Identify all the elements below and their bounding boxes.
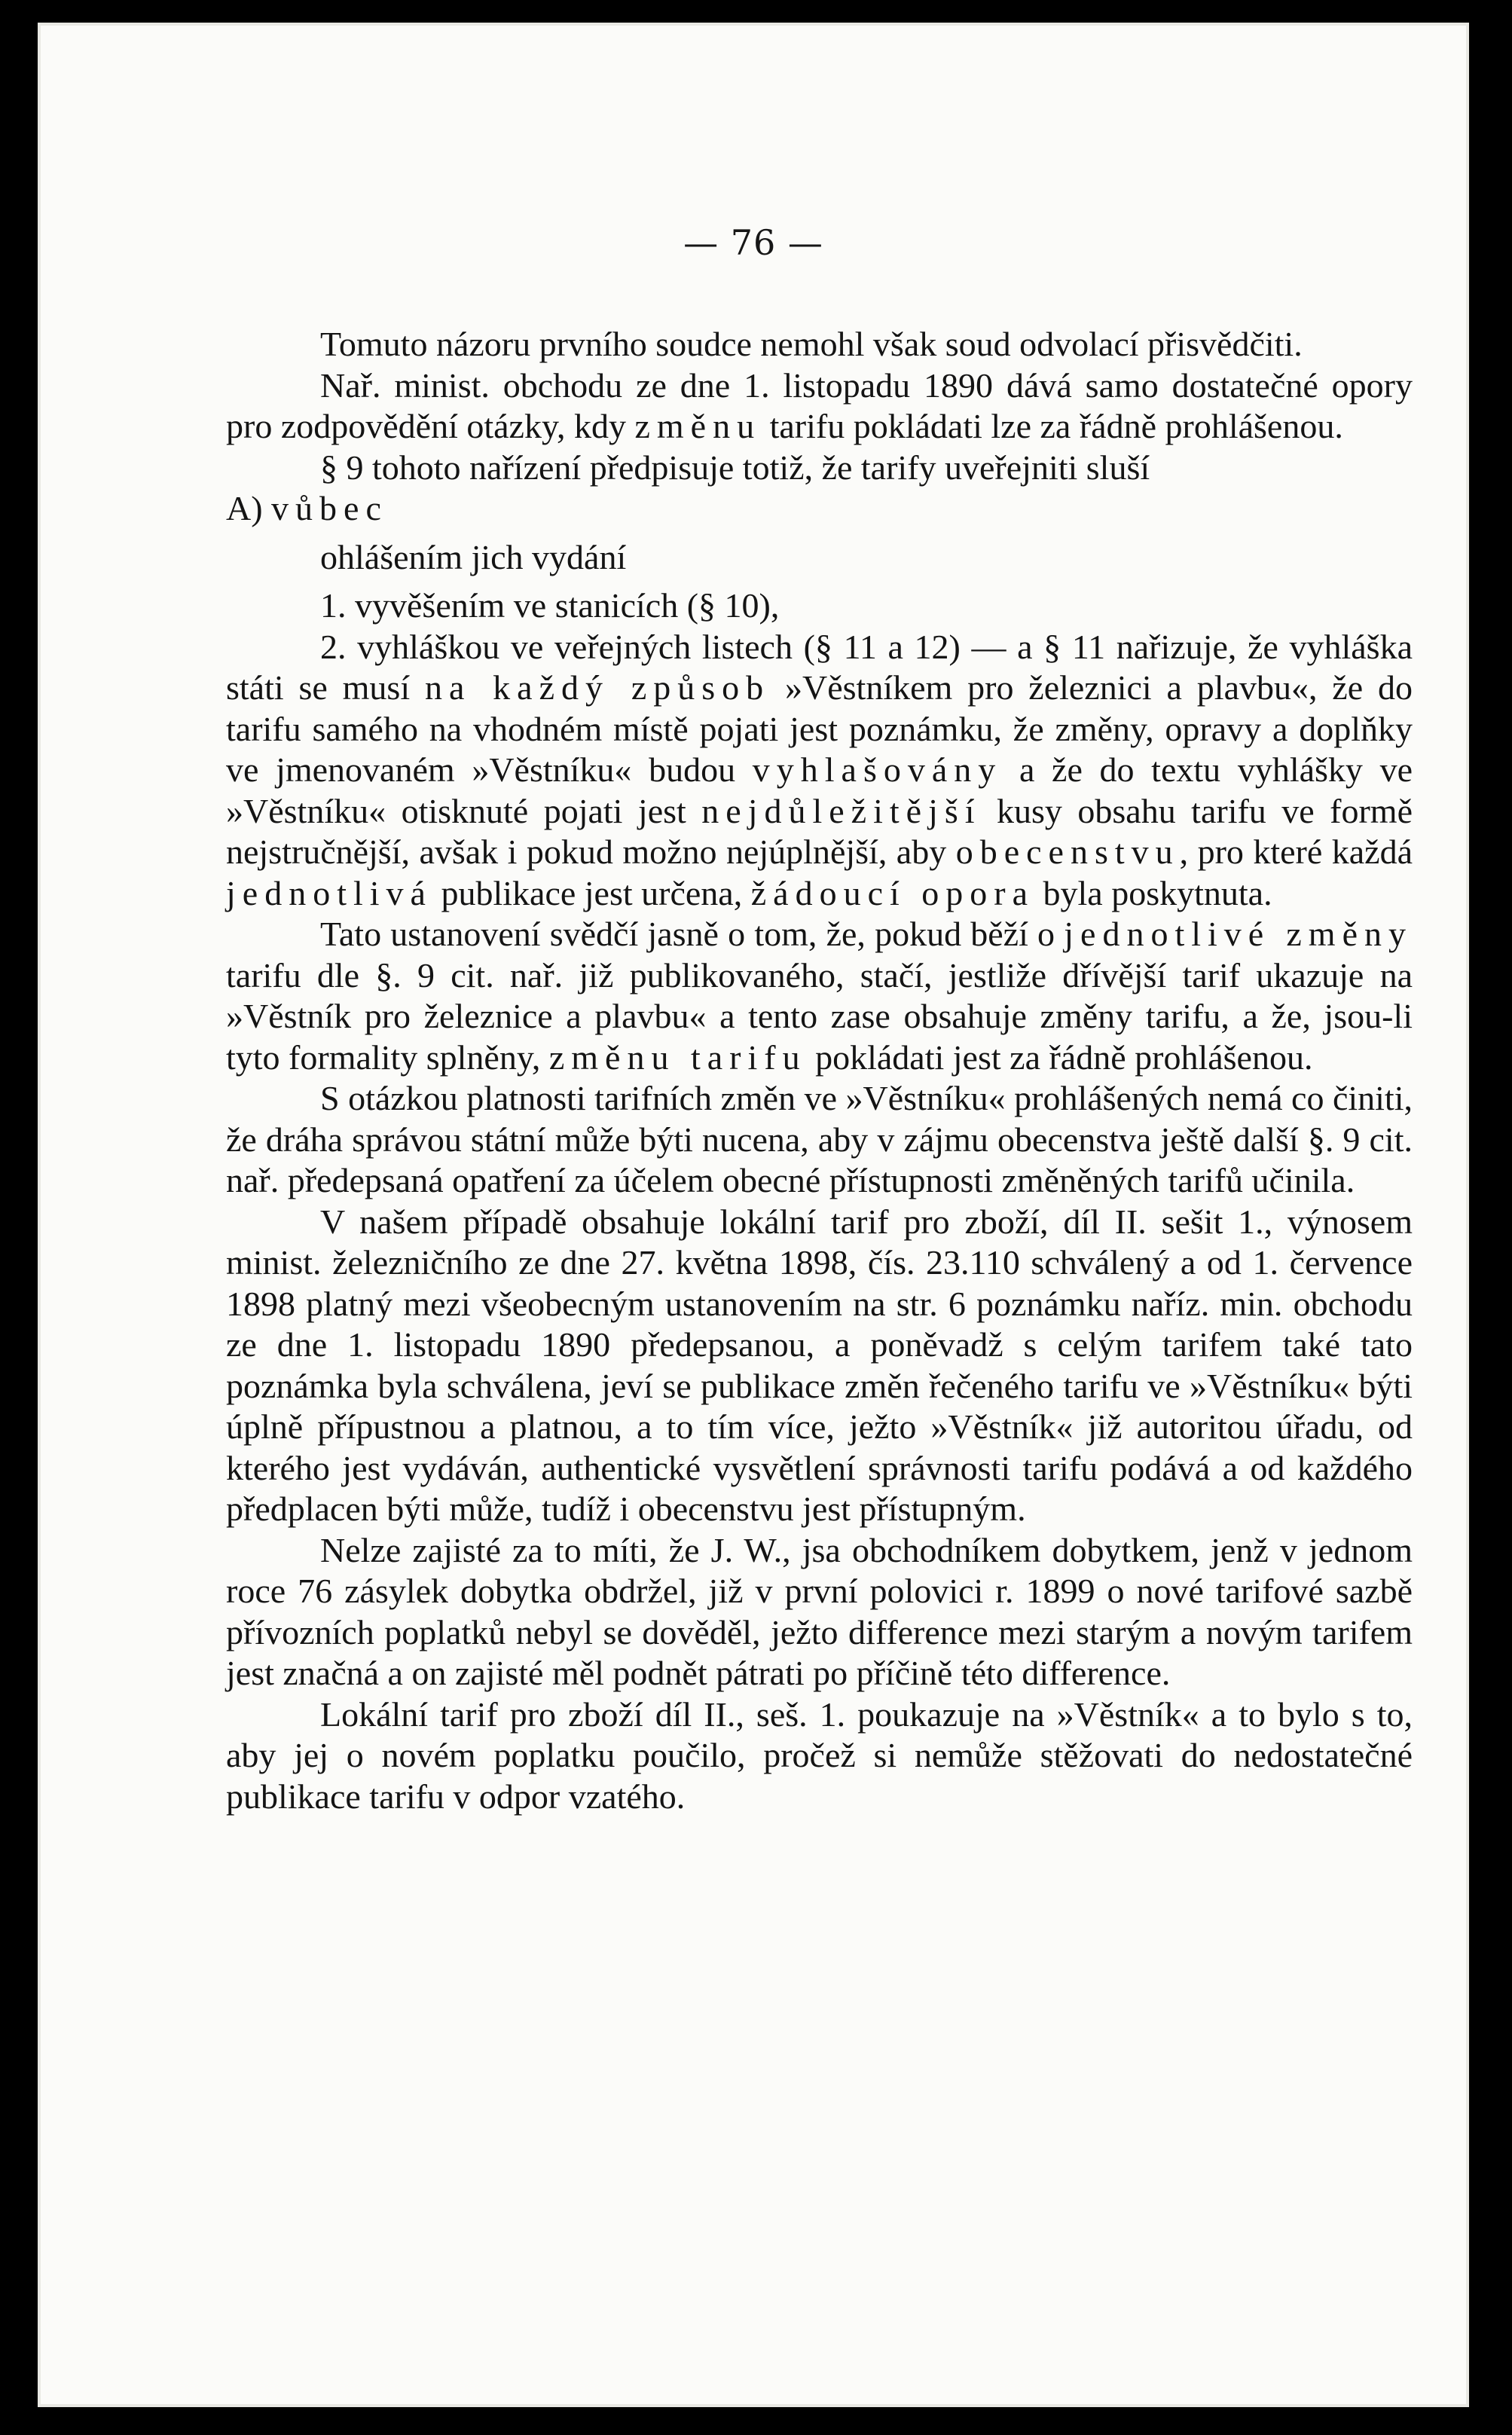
paragraph-2 xyxy=(226,365,1413,448)
text-segment: Tato ustanovení svědčí jasně o tom, že, pokud běží o xyxy=(320,915,1065,953)
paragraph-6 xyxy=(226,585,1413,627)
paragraph-10 xyxy=(226,1202,1413,1530)
text-segment: »Věstníkem pro železnici a plavbu«, že do tarifu samého na vhodném místě pojati jest poznámku, že změny, opravy a doplňky ve jmenovaném »Věstníku« budou xyxy=(226,668,1413,789)
text-segment: kusy obsahu tarifu ve formě nejstručnější, avšak i pokud možno nejúplnější, aby xyxy=(226,791,1413,871)
body-text xyxy=(226,324,1413,1817)
text-segment: Lokální tarif pro zboží díl II., seš. 1. poukazuje na »Věstník« a to bylo s to, aby jej o novém poplatku poučilo, pročež si nemůže stěžovati do nedostatečné publikace tarifu v odpor vzatého. xyxy=(226,1694,1413,1816)
spaced-emphasis: vůbec xyxy=(271,489,388,527)
text-segment: V našem případě obsahuje lokální tarif pro zboží, díl II. sešit 1., výnosem minist. železničního ze dne 27. května 1898, čís. 23.110 schválený a od 1. července 1898 platný mezi všeobecným ustanovením na str. 6 poznámku naříz. min. obchodu ze dne 1. listopadu 1890 předepsanou, a poněvadž s celým tarifem také tato poznámka byla schválena, jeví se publikace změn řečeného tarifu ve »Věstníku« býti úplně přípustnou a platnou, a to tím více, ježto »Věstník« již autoritou úřadu, od kterého jest vydáván, authentické vysvětlení správnosti tarifu podává a od každého předplacen býti může, tudíž i obecenstvu jest přístupným. xyxy=(226,1202,1413,1528)
text-segment: tarifu dle §. 9 cit. nař. již publikovaného, stačí, jestliže dřívější tarif ukazuje na »Věstník pro železnice a plavbu« a tento zase obsahuje změny tarifu, a že, jsou-li tyto formality splněny, xyxy=(226,955,1413,1077)
text-segment: tarifu pokládati lze za řádně prohlášenou. xyxy=(761,407,1343,445)
spaced-emphasis: žádoucí opora xyxy=(750,873,1035,912)
spaced-emphasis: vyhlašovány xyxy=(752,750,1003,789)
spaced-emphasis: změnu xyxy=(634,407,762,445)
spaced-emphasis: jednotlivé změny xyxy=(1064,915,1413,953)
text-segment: ohlášením jich vydání xyxy=(320,537,627,576)
spaced-emphasis: na každý způsob xyxy=(424,668,771,707)
spaced-emphasis: nejdůležitější xyxy=(701,791,982,830)
text-segment: § 9 tohoto nařízení předpisuje totiž, že tarify uveřejniti sluší xyxy=(320,448,1150,487)
paragraph-8 xyxy=(226,914,1413,1078)
paragraph-11 xyxy=(226,1530,1413,1694)
document-page xyxy=(38,23,1469,2407)
paragraph-5 xyxy=(226,537,1413,579)
paragraph-1 xyxy=(226,324,1413,365)
spaced-emphasis: obecenstvu xyxy=(955,833,1180,871)
text-segment: Nelze zajisté za to míti, že J. W., jsa obchodníkem dobytkem, jenž v jednom roce 76 zásylek dobytka obdržel, již v první polovici r. 1899 o nové tarifové sazbě přívozních poplatků nebyl se dověděl, ježto difference mezi starým a novým tarifem jest značná a on zajisté měl podnět pátrati po příčině této difference. xyxy=(226,1530,1413,1692)
spaced-emphasis: jednotlivá xyxy=(226,873,432,912)
page-number: — 76 — xyxy=(683,222,823,263)
paragraph-12 xyxy=(226,1694,1413,1818)
text-segment: S otázkou platnosti tarifních změn ve »Věstníku« prohlášených nemá co činiti, že dráha správou státní může býti nucena, aby v zájmu obecenstva ještě další §. 9 cit. nař. předepsaná opatření za účelem obecné přístupnosti změněných tarifů učinila. xyxy=(226,1079,1413,1199)
text-segment: Nař. minist. obchodu ze dne 1. listopadu 1890 dává samo dostatečné opory pro zodpovědění otázky, kdy xyxy=(226,365,1413,445)
text-segment: a že do textu vyhlášky ve »Věstníku« otisknuté pojati jest xyxy=(226,750,1413,830)
paragraph-7 xyxy=(226,627,1413,915)
spaced-emphasis: změnu tarifu xyxy=(548,1037,807,1077)
text-segment: pokládati jest za řádně prohlášenou. xyxy=(806,1037,1313,1077)
paragraph-3 xyxy=(226,448,1413,489)
paragraph-4 xyxy=(226,488,1413,530)
paragraph-9 xyxy=(226,1078,1413,1202)
text-segment: byla poskytnuta. xyxy=(1034,873,1272,912)
text-segment: 2. vyhláškou ve veřejných listech (§ 11 a 12) — a § 11 nařizuje, že vyhláška státi se musí xyxy=(226,627,1413,707)
text-segment: Tomuto názoru prvního soudce nemohl však soud odvolací přisvědčiti. xyxy=(320,325,1303,363)
text-segment: 1. vyvěšením ve stanicích (§ 10), xyxy=(320,586,780,625)
text-segment: A) xyxy=(226,489,272,527)
text-segment: publikace jest určena, xyxy=(432,873,751,912)
text-segment: , pro které každá xyxy=(1179,833,1413,871)
